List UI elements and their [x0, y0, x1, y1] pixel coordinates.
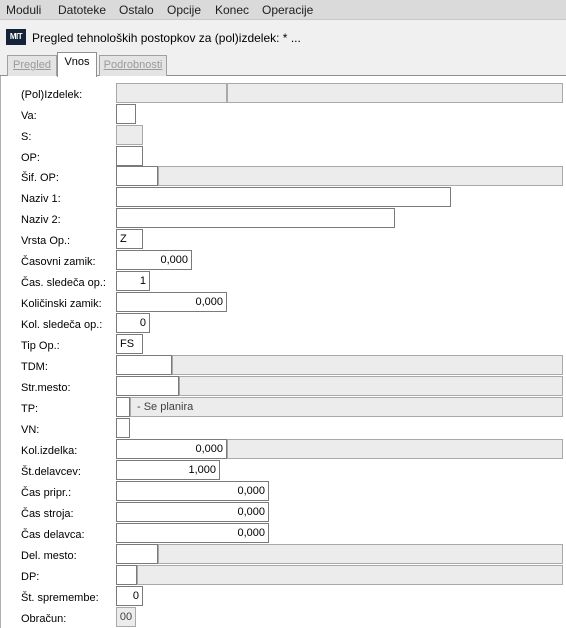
- cas-pripr-label: Čas pripr.:: [21, 487, 72, 499]
- str-mesto-field[interactable]: [116, 376, 179, 396]
- naziv2-label: Naziv 2:: [21, 214, 61, 226]
- obracun-label: Obračun:: [21, 613, 67, 625]
- cas-pripr-field[interactable]: 0,000: [116, 481, 269, 501]
- cas-delavca-label: Čas delavca:: [21, 529, 85, 541]
- tdm-description: [172, 355, 563, 375]
- vn-label: VN:: [21, 424, 40, 436]
- cas-sledeca-op-field[interactable]: 1: [116, 271, 150, 291]
- cas-stroja-label: Čas stroja:: [21, 508, 74, 520]
- kol-sledeca-op-label: Kol. sledeča op.:: [21, 319, 103, 331]
- app-logo-icon: MIT: [6, 29, 26, 45]
- str-mesto-description: [179, 376, 563, 396]
- polizdelek-field[interactable]: [116, 83, 227, 103]
- menu-opcije[interactable]: Opcije: [167, 3, 202, 17]
- tab-strip: [0, 52, 566, 76]
- vn-field[interactable]: [116, 418, 130, 438]
- st-delavcev-field[interactable]: 1,000: [116, 460, 220, 480]
- tab-pregled[interactable]: [7, 55, 57, 76]
- tip-op-field[interactable]: FS: [116, 334, 143, 354]
- menu-bar: [0, 0, 566, 20]
- tdm-field[interactable]: [116, 355, 172, 375]
- dp-field[interactable]: [116, 565, 137, 585]
- sif-op-description: [158, 166, 563, 186]
- kol-izdelka-label: Kol.izdelka:: [21, 445, 78, 457]
- tp-field[interactable]: [116, 397, 130, 417]
- tab-podrobnosti[interactable]: [99, 55, 167, 76]
- naziv1-label: Naziv 1:: [21, 193, 61, 205]
- st-spremembe-label: Št. spremembe:: [21, 592, 99, 604]
- tab-vnos[interactable]: [57, 52, 97, 77]
- del-mesto-description: [158, 544, 563, 564]
- kol-izdelka-field[interactable]: 0,000: [116, 439, 227, 459]
- tp-description: - Se planira: [130, 397, 563, 417]
- obracun-field[interactable]: 00: [116, 607, 136, 627]
- tp-label: TP:: [21, 403, 39, 415]
- st-delavcev-label: Št.delavcev:: [21, 466, 81, 478]
- del-mesto-label: Del. mesto:: [21, 550, 77, 562]
- dp-description: [137, 565, 563, 585]
- dp-label: DP:: [21, 571, 40, 583]
- va-field[interactable]: [116, 104, 136, 124]
- del-mesto-field[interactable]: [116, 544, 158, 564]
- kol-izdelka-description: [227, 439, 563, 459]
- menu-ostalo[interactable]: Ostalo: [119, 3, 154, 17]
- s-label: S:: [21, 131, 32, 143]
- casovni-zamik-field[interactable]: 0,000: [116, 250, 192, 270]
- va-label: Va:: [21, 110, 37, 122]
- op-label: OP:: [21, 152, 40, 164]
- menu-moduli[interactable]: Moduli: [6, 3, 42, 17]
- sif-op-label: Šif. OP:: [21, 172, 59, 184]
- vrsta-op-field[interactable]: Z: [116, 229, 143, 249]
- cas-stroja-field[interactable]: 0,000: [116, 502, 269, 522]
- sif-op-field[interactable]: [116, 166, 158, 186]
- kol-sledeca-op-field[interactable]: 0: [116, 313, 150, 333]
- polizdelek-description: [227, 83, 563, 103]
- tab-pregled-label: Pregled: [13, 59, 51, 71]
- naziv1-field[interactable]: [116, 187, 451, 207]
- tdm-label: TDM:: [21, 361, 48, 373]
- menu-konec[interactable]: Konec: [215, 3, 250, 17]
- window-title: Pregled tehnoloških postopkov za (pol)izdelek: * ...: [32, 31, 301, 45]
- str-mesto-label: Str.mesto:: [21, 382, 71, 394]
- window-title-bar: [0, 26, 566, 50]
- op-field[interactable]: [116, 146, 143, 166]
- st-spremembe-field[interactable]: 0: [116, 586, 143, 606]
- kolicinski-zamik-label: Količinski zamik:: [21, 298, 102, 310]
- s-field[interactable]: [116, 125, 143, 145]
- casovni-zamik-label: Časovni zamik:: [21, 256, 96, 268]
- tab-podrobnosti-label: Podrobnosti: [103, 59, 163, 71]
- menu-datoteke[interactable]: Datoteke: [58, 3, 107, 17]
- cas-delavca-field[interactable]: 0,000: [116, 523, 269, 543]
- vrsta-op-label: Vrsta Op.:: [21, 235, 71, 247]
- kolicinski-zamik-field[interactable]: 0,000: [116, 292, 227, 312]
- tab-vnos-label: Vnos: [64, 56, 90, 68]
- menu-operacije[interactable]: Operacije: [262, 3, 314, 17]
- tip-op-label: Tip Op.:: [21, 340, 60, 352]
- entry-form: [0, 76, 566, 628]
- naziv2-field[interactable]: [116, 208, 395, 228]
- cas-sledeca-op-label: Čas. sledeča op.:: [21, 277, 106, 289]
- polizdelek-label: (Pol)Izdelek:: [21, 89, 83, 101]
